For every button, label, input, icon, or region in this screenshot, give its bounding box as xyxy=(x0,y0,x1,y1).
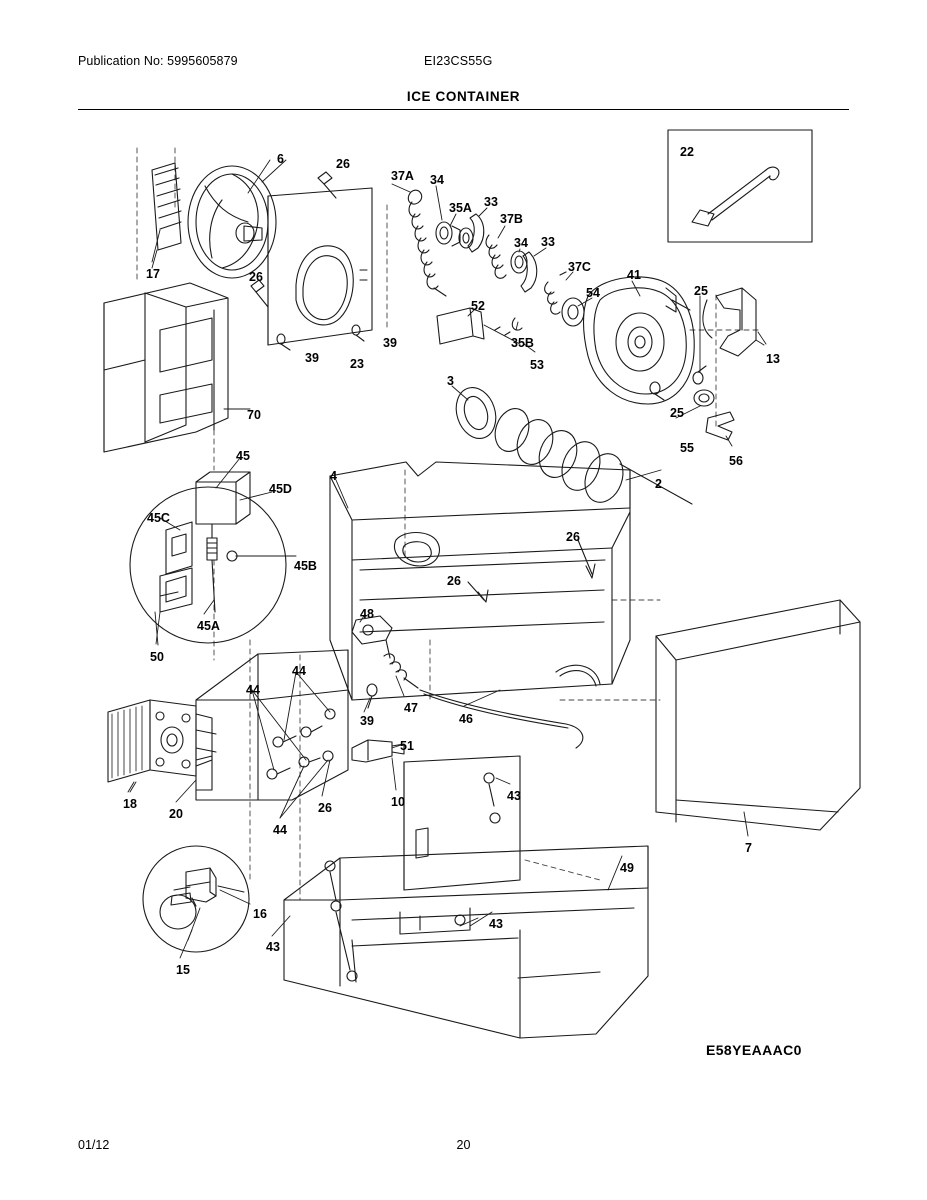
callout-49: 49 xyxy=(620,861,634,875)
callout-47: 47 xyxy=(404,701,418,715)
callout-34b: 34 xyxy=(514,236,528,250)
callout-15: 15 xyxy=(176,963,190,977)
callout-17: 17 xyxy=(146,267,160,281)
callout-18: 18 xyxy=(123,797,137,811)
callout-51: 51 xyxy=(400,739,414,753)
callout-33: 33 xyxy=(484,195,498,209)
callout-4: 4 xyxy=(330,469,337,483)
callout-6: 6 xyxy=(277,152,284,166)
publication-number: Publication No: 5995605879 xyxy=(78,54,238,68)
callout-23: 23 xyxy=(350,357,364,371)
callout-53: 53 xyxy=(530,358,544,372)
footer-page-number: 20 xyxy=(456,1138,471,1152)
callout-26e: 26 xyxy=(318,801,332,815)
callout-70: 70 xyxy=(247,408,261,422)
callout-43b: 43 xyxy=(489,917,503,931)
callout-10: 10 xyxy=(391,795,405,809)
callout-37C: 37C xyxy=(568,260,591,274)
callout-45B: 45B xyxy=(294,559,317,573)
callout-35B: 35B xyxy=(511,336,534,350)
callout-43c: 43 xyxy=(266,940,280,954)
callout-25: 25 xyxy=(694,284,708,298)
diagram-code: E58YEAAAC0 xyxy=(706,1042,802,1058)
callout-26: 26 xyxy=(336,157,350,171)
callout-22: 22 xyxy=(680,145,694,159)
page-title: ICE CONTAINER xyxy=(406,89,521,104)
callout-3: 3 xyxy=(447,374,454,388)
callout-45D: 45D xyxy=(269,482,292,496)
callout-26c: 26 xyxy=(566,530,580,544)
callout-33b: 33 xyxy=(541,235,555,249)
callout-20: 20 xyxy=(169,807,183,821)
callout-26d: 26 xyxy=(447,574,461,588)
callout-39b: 39 xyxy=(305,351,319,365)
callout-26b: 26 xyxy=(249,270,263,284)
callout-43: 43 xyxy=(507,789,521,803)
model-number: EI23CS55G xyxy=(424,54,493,68)
footer-date: 01/12 xyxy=(78,1138,110,1152)
callout-46: 46 xyxy=(459,712,473,726)
callout-41: 41 xyxy=(627,268,641,282)
callout-35A: 35A xyxy=(449,201,472,215)
callout-44b: 44 xyxy=(246,683,260,697)
callout-44: 44 xyxy=(292,664,306,678)
callout-37B: 37B xyxy=(500,212,523,226)
callout-54: 54 xyxy=(586,286,600,300)
callout-39: 39 xyxy=(383,336,397,350)
callout-2: 2 xyxy=(655,477,662,491)
callout-56: 56 xyxy=(729,454,743,468)
callout-16: 16 xyxy=(253,907,267,921)
callout-7: 7 xyxy=(745,841,752,855)
callout-45: 45 xyxy=(236,449,250,463)
callout-50: 50 xyxy=(150,650,164,664)
callout-39c: 39 xyxy=(360,714,374,728)
callout-44c: 44 xyxy=(273,823,287,837)
callout-45C: 45C xyxy=(147,511,170,525)
callout-52: 52 xyxy=(471,299,485,313)
callout-55: 55 xyxy=(680,441,694,455)
callout-48: 48 xyxy=(360,607,374,621)
callout-25b: 25 xyxy=(670,406,684,420)
callout-13: 13 xyxy=(766,352,780,366)
callout-37A: 37A xyxy=(391,169,414,183)
callout-45A: 45A xyxy=(197,619,220,633)
callout-34: 34 xyxy=(430,173,444,187)
